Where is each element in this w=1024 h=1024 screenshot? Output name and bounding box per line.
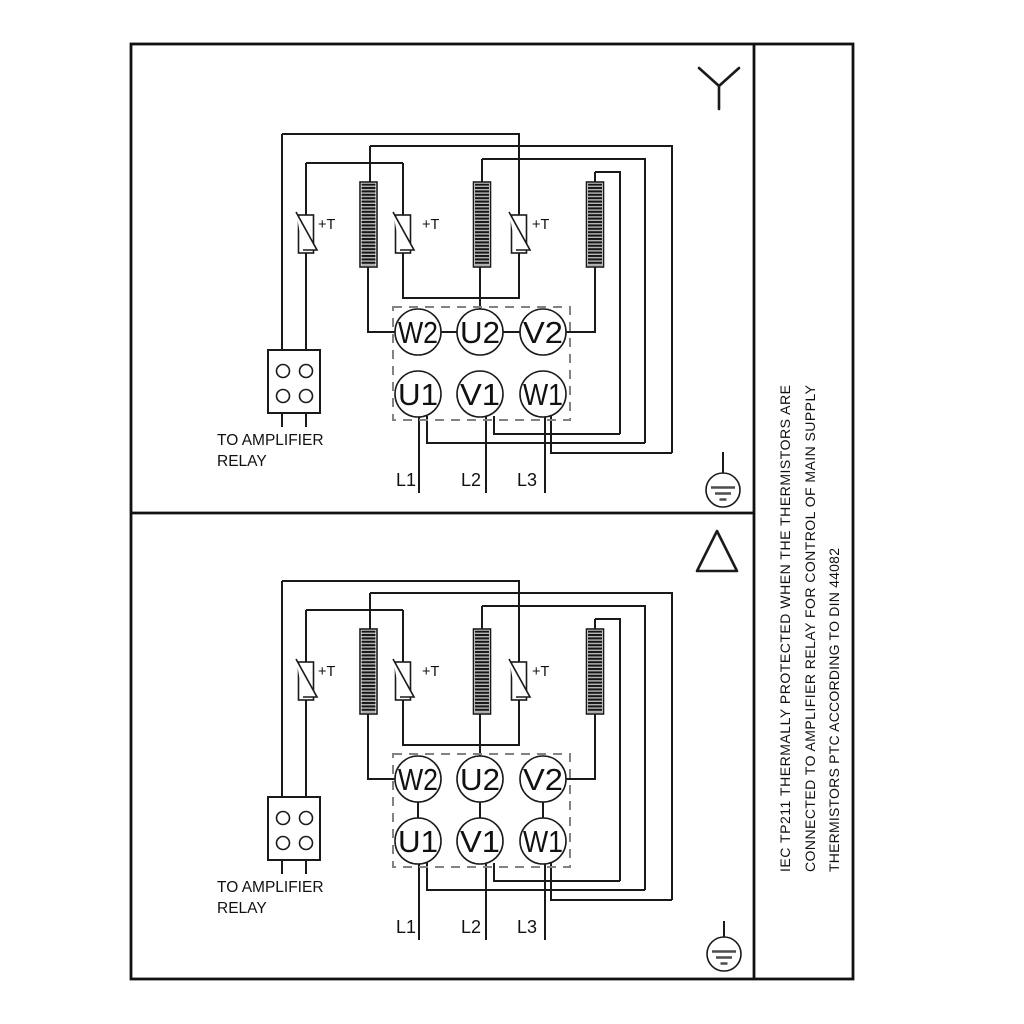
thermistor-label: +T: [422, 664, 440, 680]
terminal-label-w1: W1: [523, 824, 563, 859]
phase-label-l1: L1: [396, 917, 417, 937]
terminal-label-u2: U2: [460, 762, 500, 797]
phase-label-l3: L3: [517, 917, 538, 937]
side-note-line1: IEC TP211 THERMALLY PROTECTED WHEN THE THERMISTORS ARE: [777, 385, 793, 872]
terminal-label-u1: U1: [398, 824, 438, 859]
thermistor-label: +T: [318, 217, 336, 233]
phase-label-l2: L2: [461, 470, 482, 490]
side-note-line2: CONNECTED TO AMPLIFIER RELAY FOR CONTROL OF MAIN SUPPLY: [802, 385, 818, 872]
delta-connection-icon: [697, 531, 737, 571]
terminal-label-w2: W2: [398, 762, 438, 797]
thermistor-label: +T: [318, 664, 336, 680]
phase-label-l3: L3: [517, 470, 538, 490]
relay-caption-line2: RELAY: [217, 900, 267, 917]
terminal-label-w2: W2: [398, 315, 438, 350]
terminal-label-u2: U2: [460, 315, 500, 350]
side-note: [777, 384, 842, 872]
terminal-label-v2: V2: [523, 315, 563, 350]
star-connection-icon: [699, 68, 739, 109]
terminal-label-w1: W1: [523, 377, 563, 412]
thermistor-label: +T: [532, 664, 550, 680]
earth-ground-icon: [707, 921, 741, 971]
relay-caption-line2: RELAY: [217, 453, 267, 470]
earth-ground-icon: [706, 452, 740, 507]
thermistor-label: +T: [532, 217, 550, 233]
terminal-label-v1: V1: [460, 377, 500, 412]
terminal-label-v1: V1: [460, 824, 500, 859]
delta-bridge-links: [418, 802, 543, 818]
star-panel: [217, 68, 740, 507]
terminal-label-v2: V2: [523, 762, 563, 797]
delta-panel: [217, 531, 741, 971]
terminal-label-u1: U1: [398, 377, 438, 412]
thermistor-label: +T: [422, 217, 440, 233]
phase-label-l1: L1: [396, 470, 417, 490]
side-note-line3: THERMISTORS PTC ACCORDING TO DIN 44082: [826, 548, 842, 872]
phase-label-l2: L2: [461, 917, 482, 937]
relay-caption-line1: TO AMPLIFIER: [217, 879, 324, 896]
relay-caption-line1: TO AMPLIFIER: [217, 432, 324, 449]
